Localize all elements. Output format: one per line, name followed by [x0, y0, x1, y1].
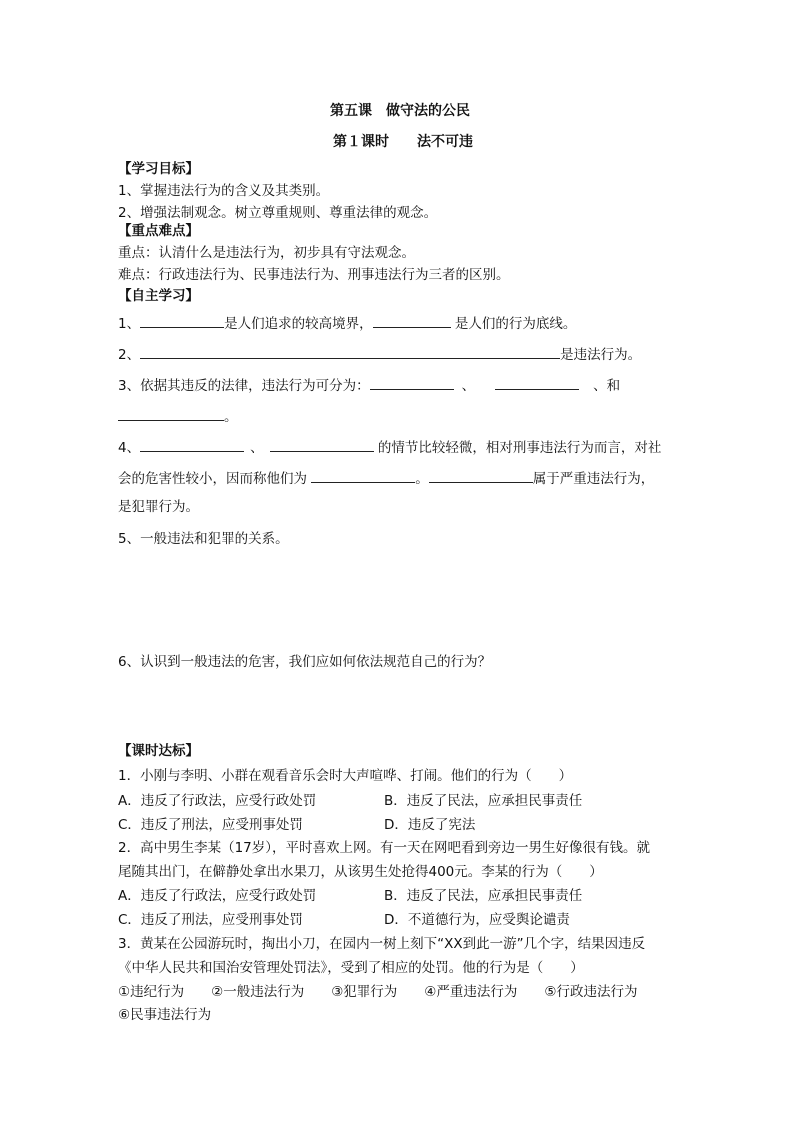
q2-text: 是违法行为。: [560, 347, 642, 363]
self-study-q1: [118, 312, 576, 334]
q2-number: 2、: [118, 347, 141, 363]
key-points-heading: 【重点难点】: [118, 223, 199, 239]
option-c[interactable]: C．违反了刑法，应受刑事处罚: [118, 912, 303, 928]
self-study-q4-cont: [118, 467, 654, 489]
self-study-q3: [118, 374, 620, 396]
goals-heading: 【学习目标】: [118, 161, 199, 177]
q4-text-c: 。: [415, 471, 429, 487]
q4-separator: 、: [250, 440, 264, 456]
fill-blank[interactable]: [140, 312, 224, 328]
practice-q1-options-row: [118, 815, 475, 835]
practice-heading: 【课时达标】: [118, 743, 199, 759]
practice-q2-options-row: [118, 910, 570, 930]
self-study-q3-cont: [118, 405, 238, 427]
practice-q3-line1: 3．黄某在公园游玩时，掏出小刀，在园内一树上刻下“XX到此一游”几个字，结果因违反: [118, 936, 646, 952]
option-d[interactable]: D．不道德行为，应受舆论谴责: [384, 912, 570, 928]
self-study-q5: 5、一般违法和犯罪的关系。: [118, 531, 289, 547]
practice-q3-line2: 《中华人民共和国治安管理处罚法》，受到了相应的处罚。他的行为是（ ）: [118, 960, 584, 976]
q3-end: 。: [224, 409, 238, 425]
fill-blank[interactable]: [495, 374, 579, 390]
q4-text-d: 属于严重违法行为，: [532, 471, 655, 487]
key-point: 重点：认清什么是违法行为，初步具有守法观念。: [118, 245, 415, 261]
option-c[interactable]: C．违反了刑法，应受刑事处罚: [118, 817, 303, 833]
practice-q2-line2: 尾随其出门，在僻静处拿出水果刀，从该男生处抢得400元。李某的行为（ ）: [118, 864, 603, 880]
difficulty-point: 难点：行政违法行为、民事违法行为、刑事违法行为三者的区别。: [118, 267, 510, 283]
goal-item-2: 2、增强法制观念。树立尊重规则、尊重法律的观念。: [118, 205, 438, 221]
fill-blank[interactable]: [373, 312, 451, 328]
practice-q3-options: ⑥民事违法行为: [118, 1007, 212, 1023]
fill-blank[interactable]: [311, 467, 415, 483]
fill-blank[interactable]: [118, 405, 224, 421]
q1-text-a: 是人们追求的较高境界，: [224, 316, 373, 332]
q3-separator: 、: [461, 378, 476, 394]
q4-number: 4、: [118, 440, 141, 456]
option-a[interactable]: A．违反了行政法，应受行政处罚: [118, 888, 317, 904]
q1-text-b: 是人们的行为底线。: [450, 316, 577, 332]
practice-q3-options: ①违纪行为 ②一般违法行为 ③犯罪行为 ④严重违法行为 ⑤行政违法行为: [118, 984, 638, 1000]
fill-blank[interactable]: [429, 467, 533, 483]
period-title: 第１课时 法不可违: [333, 134, 473, 150]
fill-blank[interactable]: [370, 374, 454, 390]
self-study-q2: [118, 343, 641, 365]
fill-blank[interactable]: [140, 343, 560, 359]
option-b[interactable]: B．违反了民法，应承担民事责任: [384, 888, 583, 904]
q4-text-b: 会的危害性较小，因而称他们为: [118, 471, 312, 487]
practice-q2-line1: 2．高中男生李某（17岁），平时喜欢上网。有一天在网吧看到旁边一男生好像很有钱。就: [118, 840, 651, 856]
fill-blank[interactable]: [270, 436, 374, 452]
practice-q1: 1．小刚与李明、小群在观看音乐会时大声喧哗、打闹。他们的行为（ ）: [118, 768, 573, 784]
option-b[interactable]: B．违反了民法，应承担民事责任: [384, 793, 583, 809]
fill-blank[interactable]: [140, 436, 244, 452]
q3-text: 3、依据其违反的法律，违法行为可分为：: [118, 378, 370, 394]
self-study-q4-end: 是犯罪行为。: [118, 499, 199, 515]
self-study-q6: 6、认识到一般违法的危害，我们应如何依法规范自己的行为？: [118, 654, 492, 670]
option-a[interactable]: A．违反了行政法，应受行政处罚: [118, 793, 317, 809]
practice-q2-options-row: [118, 886, 582, 906]
self-study-heading: 【自主学习】: [118, 288, 199, 304]
q3-separator: 、和: [593, 378, 621, 394]
self-study-q4: [118, 436, 661, 458]
q1-number: 1、: [118, 316, 141, 332]
goal-item-1: 1、掌握违法行为的含义及其类别。: [118, 183, 330, 199]
q4-text-a: 的情节比较轻微，相对刑事违法行为而言，对社: [373, 440, 662, 456]
lesson-title: 第五课 做守法的公民: [330, 103, 470, 119]
option-d[interactable]: D．违反了宪法: [384, 817, 476, 833]
practice-q1-options-row: [118, 791, 582, 811]
